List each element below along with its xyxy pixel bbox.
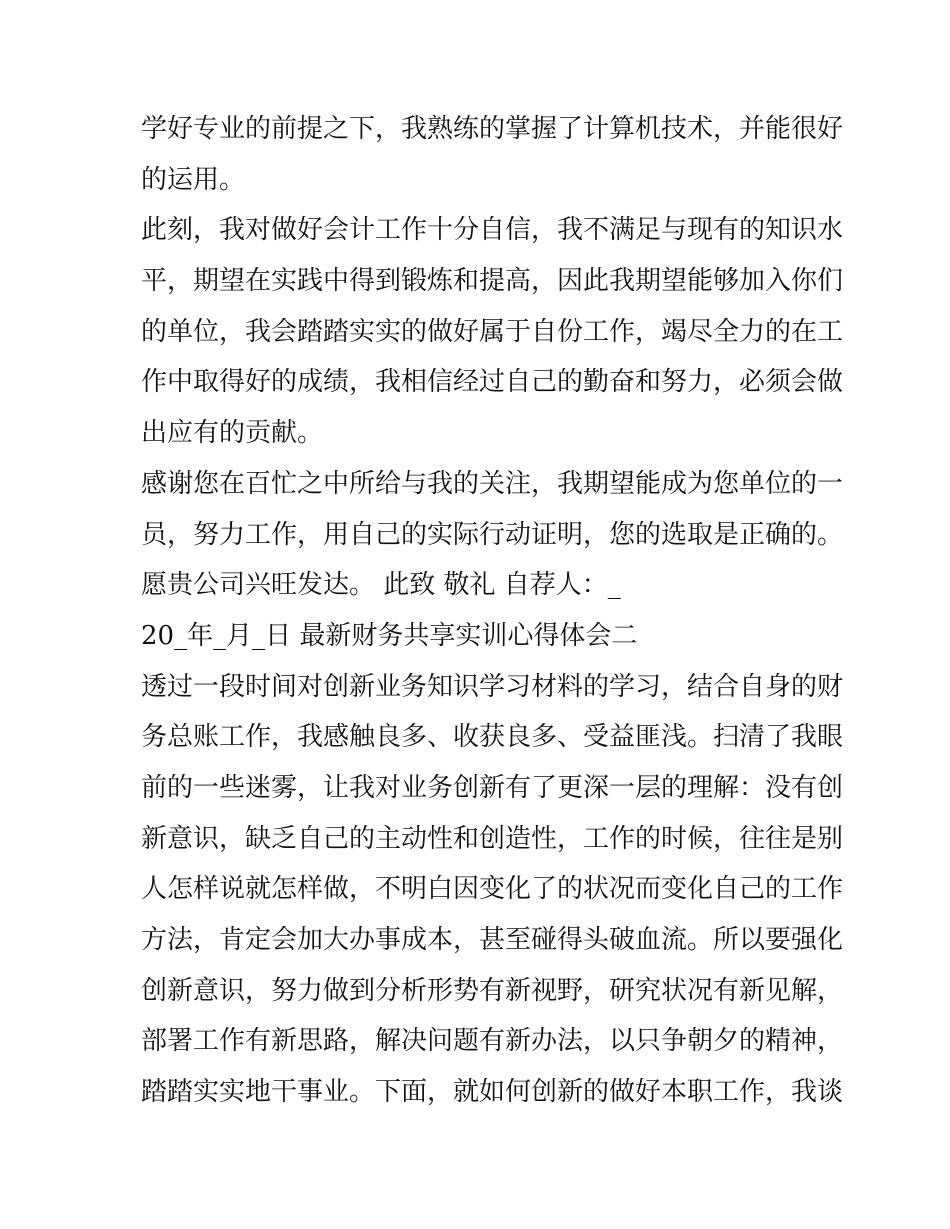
text-line: 愿贵公司兴旺发达。 此致 敬礼 自荐人：_ xyxy=(141,570,621,601)
text-line: 作中取得好的成绩，我相信经过自己的勤奋和努力，必须会做 xyxy=(141,367,844,398)
text-line: 务总账工作，我感触良多、收获良多、受益匪浅。扫清了我眼 xyxy=(141,722,844,753)
text-line: 前的一些迷雾，让我对业务创新有了更深一层的理解：没有创 xyxy=(141,772,844,803)
text-line: 感谢您在百忙之中所给与我的关注，我期望能成为您单位的一 xyxy=(141,468,844,499)
text-line: 新意识，缺乏自己的主动性和创造性，工作的时候，往往是别 xyxy=(141,823,844,854)
text-line: 部署工作有新思路，解决问题有新办法，以只争朝夕的精神， xyxy=(141,1026,844,1057)
text-line: 的单位，我会踏踏实实的做好属于自份工作，竭尽全力的在工 xyxy=(141,316,844,347)
section-heading-line: 20_年_月_日 最新财务共享实训心得体会二 xyxy=(141,620,638,651)
text-line: 透过一段时间对创新业务知识学习材料的学习，结合自身的财 xyxy=(141,671,844,702)
text-line: 方法，肯定会加大办事成本，甚至碰得头破血流。所以要强化 xyxy=(141,925,844,955)
text-line: 平，期望在实践中得到锻炼和提高，因此我期望能够加入你们 xyxy=(141,266,844,297)
text-line: 人怎样说就怎样做，不明白因变化了的状况而变化自己的工作 xyxy=(141,874,844,905)
text-line: 出应有的贡献。 xyxy=(141,418,324,449)
text-line: 的运用。 xyxy=(141,164,246,195)
text-line: 踏踏实实地干事业。下面，就如何创新的做好本职工作，我谈 xyxy=(141,1077,844,1108)
text-line: 学好专业的前提之下，我熟练的掌握了计算机技术，并能很好 xyxy=(141,114,844,144)
text-line: 员，努力工作，用自己的实际行动证明，您的选取是正确的。 xyxy=(141,519,844,550)
text-line: 此刻，我对做好会计工作十分自信，我不满足与现有的知识水 xyxy=(141,215,844,246)
text-line: 创新意识，努力做到分析形势有新视野，研究状况有新见解， xyxy=(141,975,844,1006)
document-body xyxy=(141,104,844,1118)
